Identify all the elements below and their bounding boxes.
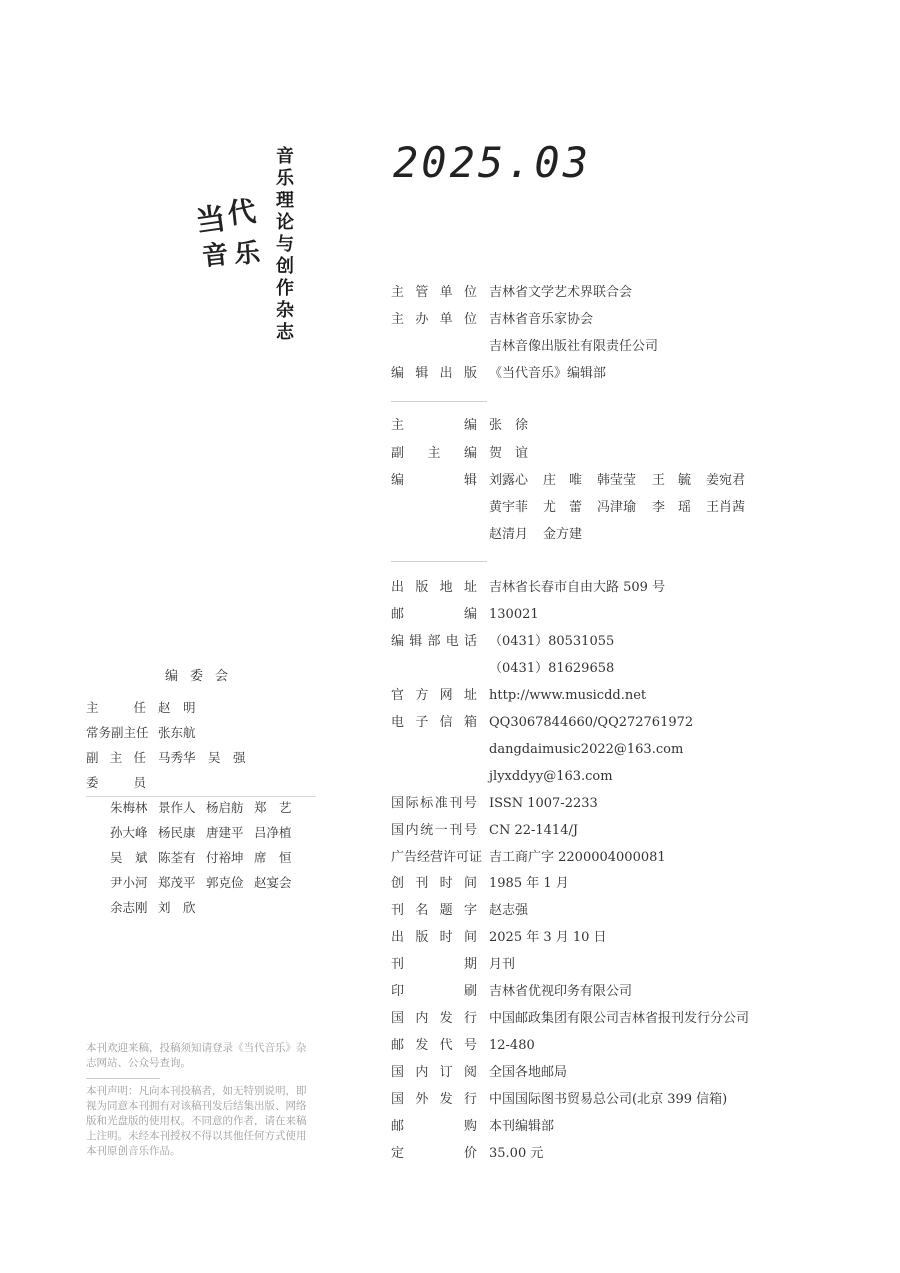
issue-number: 2025.03 <box>393 138 592 187</box>
editors-label: 编辑 <box>391 473 477 488</box>
info-value: 2025 年 3 月 10 日 <box>489 930 607 945</box>
svg-text:代: 代 <box>226 194 258 231</box>
committee-member: 尹小河 <box>110 875 148 890</box>
info-value: 吉林省文学艺术界联合会 <box>489 285 633 300</box>
info-value: dangdaimusic2022@163.com <box>489 742 684 757</box>
info-label: 主办单位 <box>391 312 477 327</box>
info-value: 130021 <box>489 607 539 622</box>
info-label: 出版时间 <box>391 930 477 945</box>
committee-member: 吴 斌 <box>110 850 148 865</box>
info-label: 定价 <box>391 1146 477 1161</box>
info-label: 刊期 <box>391 957 477 972</box>
info-value: 中国国际图书贸易总公司(北京 399 信箱) <box>489 1092 728 1107</box>
chief-editor-value: 张 徐 <box>489 418 529 433</box>
committee-member: 孙大峰 <box>110 825 148 840</box>
info-label: 邮编 <box>391 607 477 622</box>
info-label: 国外发行 <box>391 1092 477 1107</box>
info-value: 中国邮政集团有限公司吉林省报刊发行分公司 <box>489 1011 750 1026</box>
info-value: 12-480 <box>489 1038 535 1053</box>
info-value: 吉林省长春市自由大路 509 号 <box>489 580 666 595</box>
info-value: 35.00 元 <box>489 1146 544 1161</box>
info-label: 编辑出版 <box>391 366 477 381</box>
info-value: 吉林省音乐家协会 <box>489 312 594 327</box>
info-value: 赵志强 <box>489 903 529 918</box>
editor-name: 冯津瑜 <box>597 500 637 515</box>
committee-member: 席 恒 <box>254 850 292 865</box>
committee-member: 郑 艺 <box>254 800 292 815</box>
editor-name: 尤 蕾 <box>543 500 583 515</box>
deputy-editor-value: 贺 谊 <box>489 446 529 461</box>
committee-label: 主任 <box>86 700 146 715</box>
info-value: jlyxddyy@163.com <box>489 769 613 784</box>
editor-name: 李 瑶 <box>652 500 692 515</box>
svg-text:当: 当 <box>193 201 229 241</box>
divider <box>391 561 487 562</box>
info-value: CN 22-1414/J <box>489 823 579 838</box>
committee-title: 编委会 <box>165 669 241 684</box>
committee-label: 副主任 <box>86 750 146 765</box>
info-value: （0431）80531055 <box>489 634 615 649</box>
magazine-logo <box>192 192 272 272</box>
committee-member: 唐建平 <box>206 825 244 840</box>
info-label: 邮发代号 <box>391 1038 477 1053</box>
committee-member: 朱梅林 <box>110 800 148 815</box>
editor-name: 姜宛君 <box>706 473 746 488</box>
info-label: 出版地址 <box>391 580 477 595</box>
info-label: 官方网址 <box>391 688 477 703</box>
info-value: 月刊 <box>489 957 516 972</box>
committee-label: 常务副主任 <box>86 725 149 740</box>
info-label: 邮购 <box>391 1119 477 1134</box>
info-value: 全国各地邮局 <box>489 1065 568 1080</box>
committee-member: 刘 欣 <box>158 900 196 915</box>
info-value: 吉林音像出版社有限责任公司 <box>489 339 659 354</box>
editor-name: 黄宇菲 <box>489 500 529 515</box>
committee-member: 付裕坤 <box>206 850 244 865</box>
info-value: （0431）81629658 <box>489 661 615 676</box>
submission-note: 本刊欢迎来稿，投稿须知请登录《当代音乐》杂志网站、公众号查询。 <box>86 1042 307 1069</box>
editor-name: 韩莹莹 <box>597 473 637 488</box>
committee-member: 陈荃有 <box>158 850 196 865</box>
info-label: 主管单位 <box>391 285 477 300</box>
editor-name: 刘露心 <box>489 473 529 488</box>
svg-text:音: 音 <box>200 239 230 272</box>
divider <box>86 1078 160 1079</box>
committee-member: 赵宴会 <box>254 875 292 890</box>
committee-value: 张东航 <box>158 725 196 740</box>
info-value: 《当代音乐》编辑部 <box>489 366 607 381</box>
committee-value: 赵 明 <box>158 700 196 715</box>
info-label: 国际标准刊号 <box>391 796 477 811</box>
vertical-title: 音乐理论与创作杂志 <box>276 146 294 343</box>
info-value: http://www.musicdd.net <box>489 688 647 703</box>
divider <box>86 796 316 797</box>
copyright-statement: 本刊声明：凡向本刊投稿者，如无特别说明，即视为同意本刊拥有对该稿刊发后结集出版、网络版和光盘版的使用权。不同意的作者，请在来稿上注明。未经本刊授权不得以其他任何方式使用本刊原创音乐作品。 <box>86 1085 307 1157</box>
deputy-editor-label: 副主编 <box>391 446 477 461</box>
editor-name: 王肖茜 <box>706 500 746 515</box>
committee-member: 景作人 <box>158 800 196 815</box>
committee-label: 委员 <box>86 775 146 790</box>
info-value: 1985 年 1 月 <box>489 876 569 891</box>
committee-member: 杨民康 <box>158 825 196 840</box>
info-value: QQ3067844660/QQ272761972 <box>489 715 694 730</box>
info-label: 编辑部电话 <box>391 634 477 649</box>
divider <box>391 401 487 402</box>
committee-member: 余志刚 <box>110 900 148 915</box>
committee-value: 马秀华 吴 强 <box>158 750 246 765</box>
info-value: 吉林省优视印务有限公司 <box>489 984 633 999</box>
chief-editor-label: 主编 <box>391 418 477 433</box>
info-label: 国内发行 <box>391 1011 477 1026</box>
info-value: 吉工商广字 2200004000081 <box>489 850 666 865</box>
info-label: 国内统一刊号 <box>391 823 477 838</box>
info-label: 广告经营许可证 <box>391 850 483 865</box>
committee-member: 吕净植 <box>254 825 292 840</box>
info-label: 国内订阅 <box>391 1065 477 1080</box>
editor-name: 庄 唯 <box>543 473 583 488</box>
editor-name: 赵清月 <box>489 527 529 542</box>
editor-name: 金方建 <box>543 527 583 542</box>
committee-member: 杨启舫 <box>206 800 244 815</box>
svg-text:乐: 乐 <box>233 238 262 270</box>
info-label: 印刷 <box>391 984 477 999</box>
committee-member: 郭克俭 <box>206 875 244 890</box>
editor-name: 王 毓 <box>652 473 692 488</box>
info-value: 本刊编辑部 <box>489 1119 555 1134</box>
info-value: ISSN 1007-2233 <box>489 796 598 811</box>
info-label: 创刊时间 <box>391 876 477 891</box>
info-label: 电子信箱 <box>391 715 477 730</box>
committee-member: 郑茂平 <box>158 875 196 890</box>
info-label: 刊名题字 <box>391 903 477 918</box>
